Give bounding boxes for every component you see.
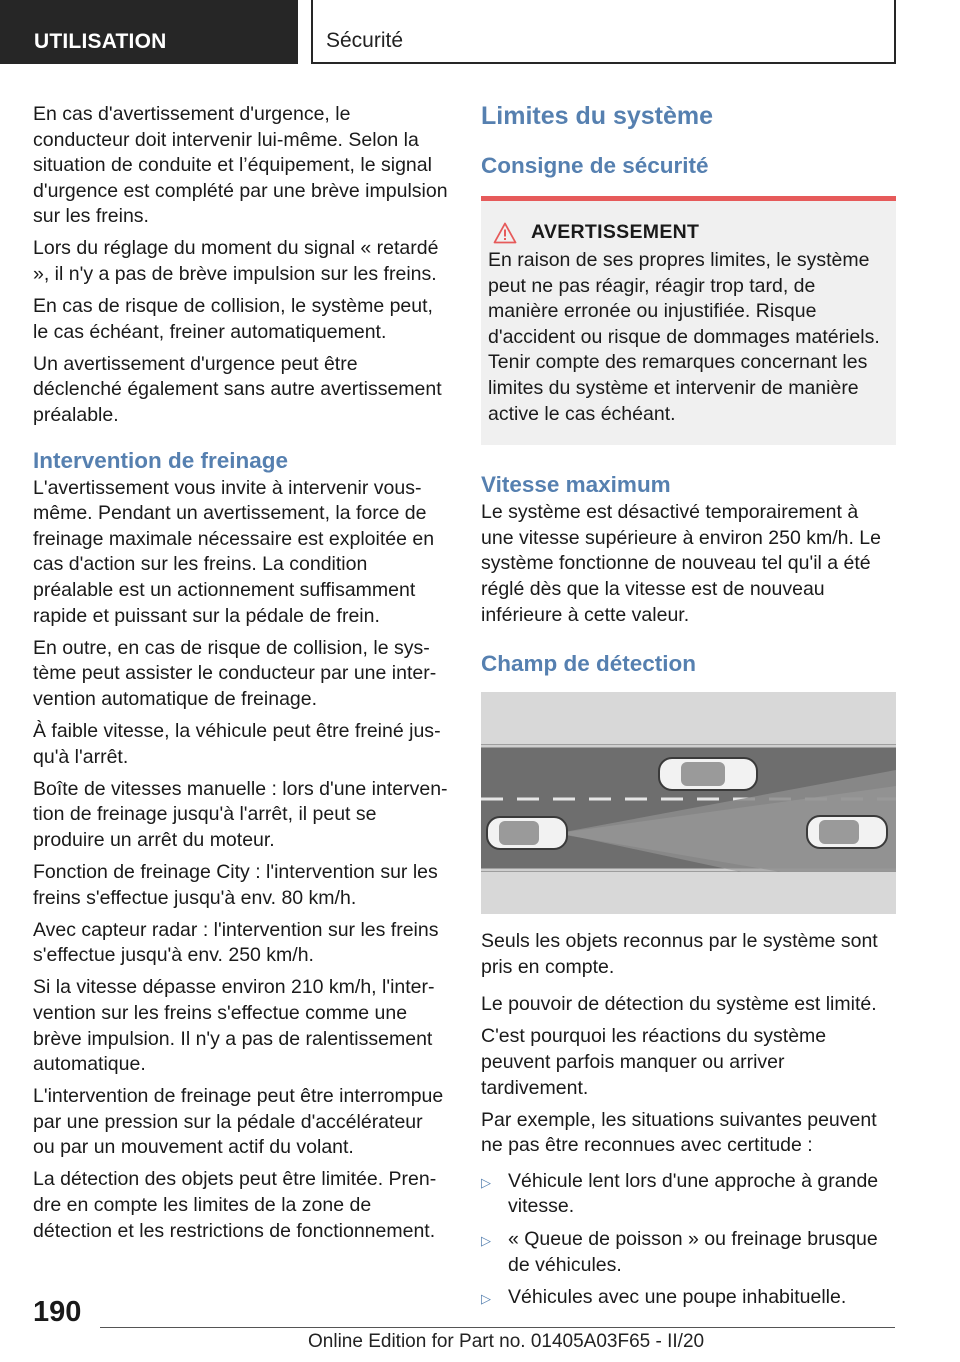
right-column [481,100,896,1319]
section-label: Sécurité [326,29,404,52]
paragraph: Par exemple, les situations suivantes peuvent ne pas être reconnues avec certitude : [481,1108,877,1157]
triangle-bullet-icon: ▷ [481,1174,491,1190]
chapter-label: UTILISATION [34,30,167,53]
paragraph: L'avertissement vous invite à intervenir vous-même. Pendant un avertissement, la force de freinage maximale nécessaire est exploitée en cas d'action sur les freins. La condition préalable est un actionnement suffisamment rapide et puissant sur la pédale de frein. [33,476,435,627]
car-icon [487,817,567,849]
paragraph: Fonction de freinage City : l'intervention sur les freins s'effectue jusqu'à env. 80 km/h. [33,860,438,909]
paragraph: À faible vitesse, la véhicule peut être freiné jusqu'à l'arrêt. [33,719,441,768]
list-item-text: Véhicules avec une poupe inhabituelle. [508,1286,847,1309]
paragraph: Seuls les objets reconnus par le système sont pris en compte. [481,930,878,978]
detection-field-illustration [481,692,896,914]
paragraph: La détection des objets peut être limitée. Prendre en compte les limites de la zone de détection et les restrictions de fonctionnement. [33,1168,437,1242]
triangle-bullet-icon: ▷ [481,1233,491,1249]
chapter-tab [0,0,298,64]
warning-text: En raison de ses propres limites, le système peut ne pas réagir, réagir trop tard, de manière erronée ou injustifiée. Risque d'accident ou risque de dommages matériels. Tenir compte des remarques concernant les limites du système et intervenir de manière active le cas échéant. [488,249,880,425]
paragraph: En outre, en cas de risque de collision, le système peut assister le conducteur par une intervention automatique de freinage. [33,636,437,710]
paragraph: Si la vitesse dépasse environ 210 km/h, l'intervention sur les freins s'effectue comme une brève impulsion. Il n'y a pas de ralentissement automatique. [33,976,435,1076]
page-number: 190 [33,1296,82,1328]
subsection-heading-safety: Consigne de sécurité [481,153,709,178]
warning-label: AVERTISSEMENT [531,221,700,243]
list-item [481,1169,896,1220]
car-icon [659,758,757,790]
paragraph: Le pouvoir de détection du système est limité. [481,993,877,1016]
paragraph: Boîte de vitesses manuelle : lors d'une intervention de freinage jusqu'à l'arrêt, il peut se produire un arrêt du moteur. [33,777,448,851]
warning-triangle-icon [493,222,517,244]
car-icon [807,816,887,848]
road-diagram [481,692,896,914]
paragraph: En cas d'avertissement d'urgence, le conducteur doit intervenir lui-même. Selon la situation de conduite et l’équipement, le signal d'urgence est complété par une brève impulsion sur les freins. [33,103,448,228]
warning-header [488,221,888,244]
paragraph: En cas de risque de collision, le système peut, le cas échéant, freiner automatiquement. [33,295,433,343]
paragraph: C'est pourquoi les réactions du système peuvent parfois manquer ou arriver tardivement. [481,1025,827,1099]
left-column [33,102,449,1251]
footer-divider [100,1327,895,1328]
paragraph: Lors du réglage du moment du signal « retardé », il n'y a pas de brève impulsion sur les freins. [33,237,439,286]
paragraph: Le système est désactivé temporairement à une vitesse supérieure à environ 250 km/h. Le système fonctionne de nouveau tel qu'il a été réglé dès que la vitesse est de nouveau inférieure à cette valeur. [481,501,881,626]
list-item-text: Véhicule lent lors d'une approche à grande vitesse. [508,1169,879,1218]
list-item-text: « Queue de poisson » ou freinage brusque de véhicules. [508,1228,878,1276]
list-item [481,1227,896,1278]
subsection-heading-max-speed: Vitesse maximum [481,472,671,498]
triangle-bullet-icon: ▷ [481,1291,491,1307]
section-heading-braking: Intervention de freinage [33,447,289,473]
paragraph: Un avertissement d'urgence peut être déclenché également sans autre avertissement préalable. [33,352,442,427]
paragraph: Avec capteur radar : l'intervention sur les freins s'effectue jusqu'à env. 250 km/h. [33,918,439,967]
subsection-heading-detection: Champ de détection [481,651,697,677]
list-item [481,1285,896,1312]
footer-edition: Online Edition for Part no. 01405A03F65 - II/20 [308,1331,705,1352]
warning-box [481,196,896,445]
section-tab [311,0,896,64]
paragraph: L'intervention de freinage peut être interrompue par une pression sur la pédale d'accélérateur ou par un mouvement actif du volant. [33,1085,444,1159]
section-heading-limits: Limites du système [481,102,714,130]
